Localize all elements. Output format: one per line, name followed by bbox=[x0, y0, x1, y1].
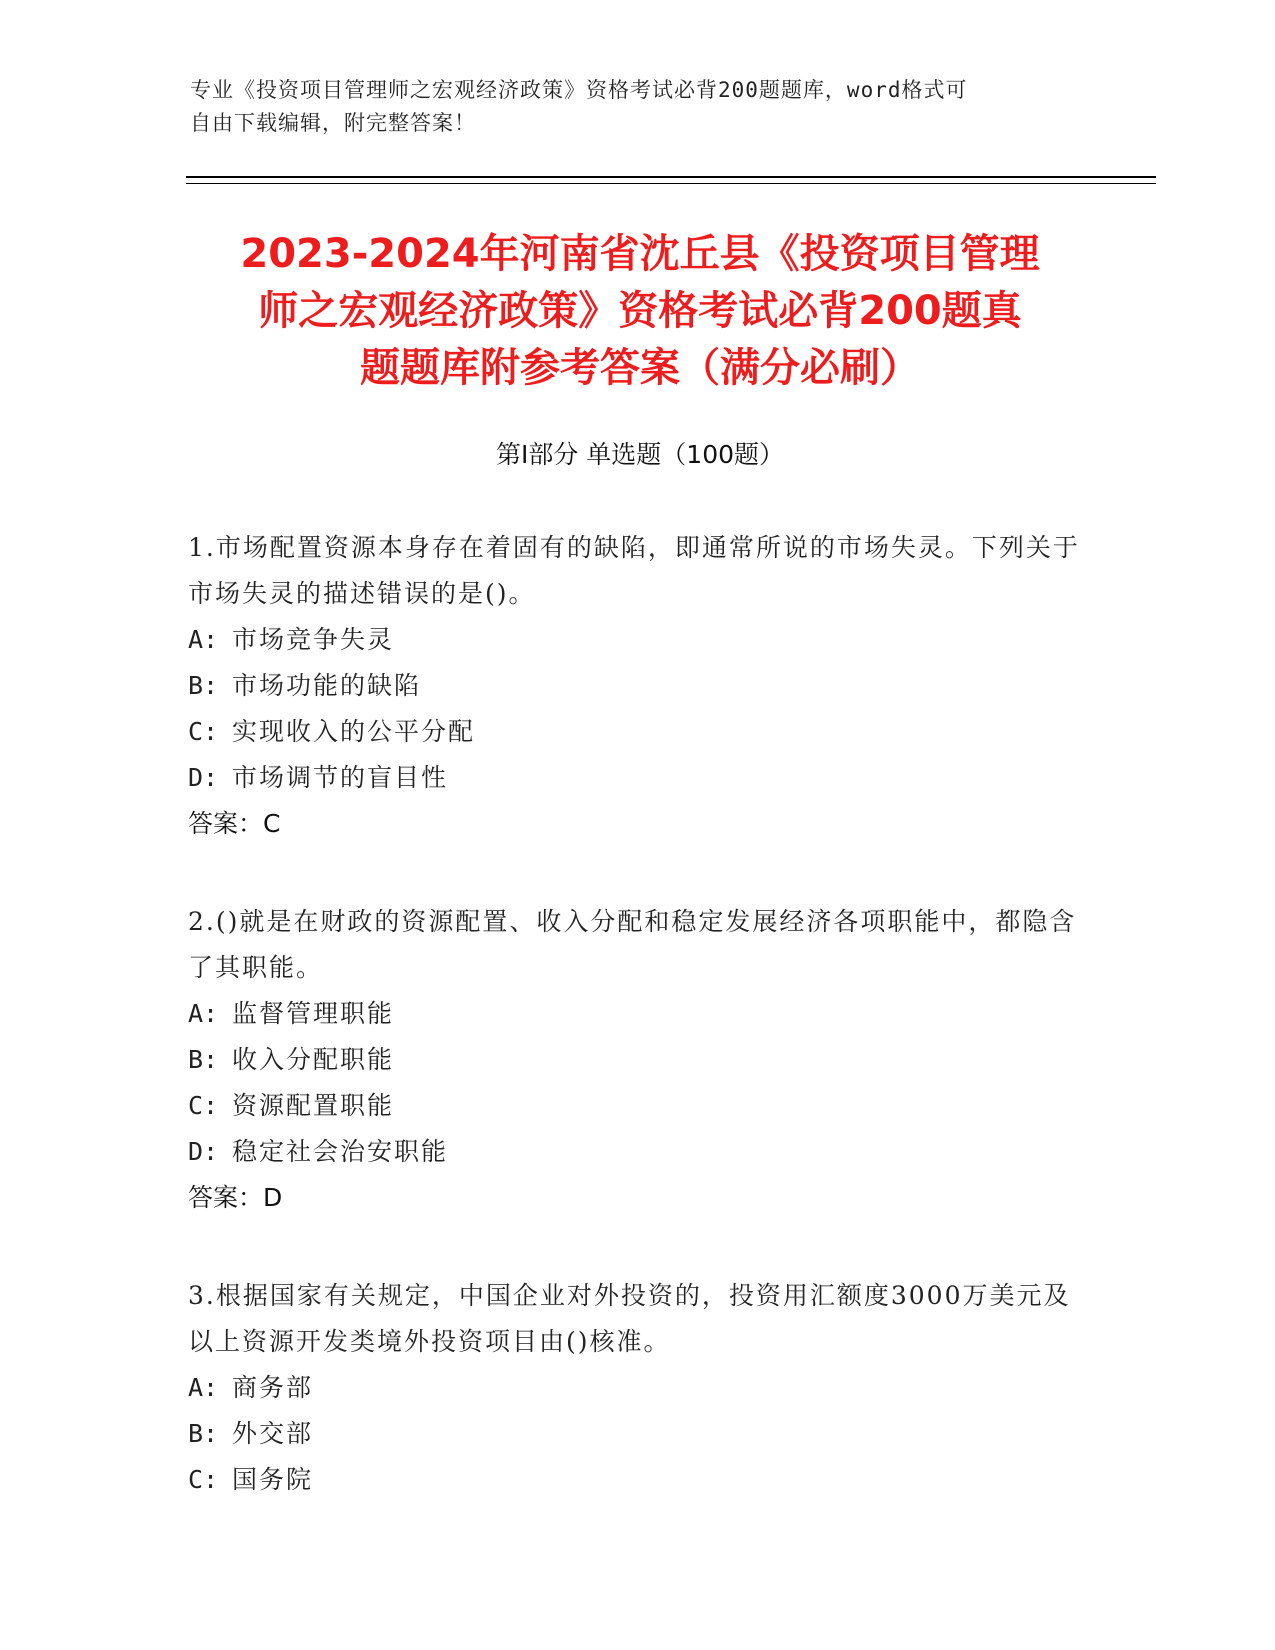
option-b bbox=[188, 663, 1088, 709]
option-d bbox=[188, 755, 1088, 801]
header-divider-thin bbox=[186, 183, 1156, 184]
option-letter: D: bbox=[188, 1137, 219, 1166]
question-list bbox=[188, 525, 1088, 1555]
option-letter: A: bbox=[188, 1373, 219, 1402]
document-title-line-3: 题题库附参考答案（满分必刷） bbox=[360, 345, 920, 391]
document-title-line-2: 师之宏观经济政策》资格考试必背200题真 bbox=[258, 288, 1022, 334]
option-letter: B: bbox=[188, 671, 219, 700]
option-d bbox=[188, 1129, 1088, 1175]
option-c bbox=[188, 1083, 1088, 1129]
option-a bbox=[188, 1365, 1088, 1411]
header-note bbox=[190, 74, 1090, 140]
question-2 bbox=[188, 899, 1088, 1221]
question-1 bbox=[188, 525, 1088, 847]
option-letter: C: bbox=[188, 1091, 219, 1120]
question-stem: 3.根据国家有关规定，中国企业对外投资的，投资用汇额度3000万美元及以上资源开发类境外投资项目由()核准。 bbox=[188, 1281, 1071, 1356]
option-text: 监督管理职能 bbox=[232, 999, 395, 1028]
option-letter: A: bbox=[188, 999, 219, 1028]
option-letter: B: bbox=[188, 1419, 219, 1448]
option-a bbox=[188, 617, 1088, 663]
option-letter: D: bbox=[188, 763, 219, 792]
header-note-line-2: 自由下载编辑，附完整答案！ bbox=[190, 111, 476, 135]
option-letter: B: bbox=[188, 1045, 219, 1074]
document-title bbox=[190, 226, 1090, 397]
option-text: 外交部 bbox=[232, 1419, 314, 1448]
option-a bbox=[188, 991, 1088, 1037]
question-3 bbox=[188, 1273, 1088, 1503]
option-text: 资源配置职能 bbox=[232, 1091, 395, 1120]
question-stem: 2.()就是在财政的资源配置、收入分配和稳定发展经济各项职能中，都隐含了其职能。 bbox=[188, 907, 1077, 982]
header-note-line-1: 专业《投资项目管理师之宏观经济政策》资格考试必背200题题库，word格式可 bbox=[190, 78, 968, 102]
section-heading: 第Ⅰ部分 单选题（100题） bbox=[495, 440, 785, 469]
option-letter: C: bbox=[188, 1465, 219, 1494]
option-letter: C: bbox=[188, 717, 219, 746]
answer-line: 答案：D bbox=[188, 1183, 283, 1212]
option-c bbox=[188, 709, 1088, 755]
option-text: 稳定社会治安职能 bbox=[232, 1137, 449, 1166]
option-b bbox=[188, 1037, 1088, 1083]
option-text: 市场竞争失灵 bbox=[232, 625, 395, 654]
option-letter: A: bbox=[188, 625, 219, 654]
document-title-line-1: 2023-2024年河南省沈丘县《投资项目管理 bbox=[240, 231, 1040, 277]
option-text: 国务院 bbox=[232, 1465, 314, 1494]
option-text: 市场功能的缺陷 bbox=[232, 671, 422, 700]
question-stem: 1.市场配置资源本身存在着固有的缺陷，即通常所说的市场失灵。下列关于市场失灵的描述错误的是()。 bbox=[188, 533, 1080, 608]
option-text: 收入分配职能 bbox=[232, 1045, 395, 1074]
option-c bbox=[188, 1457, 1088, 1503]
header-divider-thick bbox=[186, 176, 1156, 178]
option-text: 商务部 bbox=[232, 1373, 314, 1402]
option-text: 市场调节的盲目性 bbox=[232, 763, 449, 792]
answer-line: 答案：C bbox=[188, 809, 281, 838]
option-text: 实现收入的公平分配 bbox=[232, 717, 476, 746]
option-b bbox=[188, 1411, 1088, 1457]
